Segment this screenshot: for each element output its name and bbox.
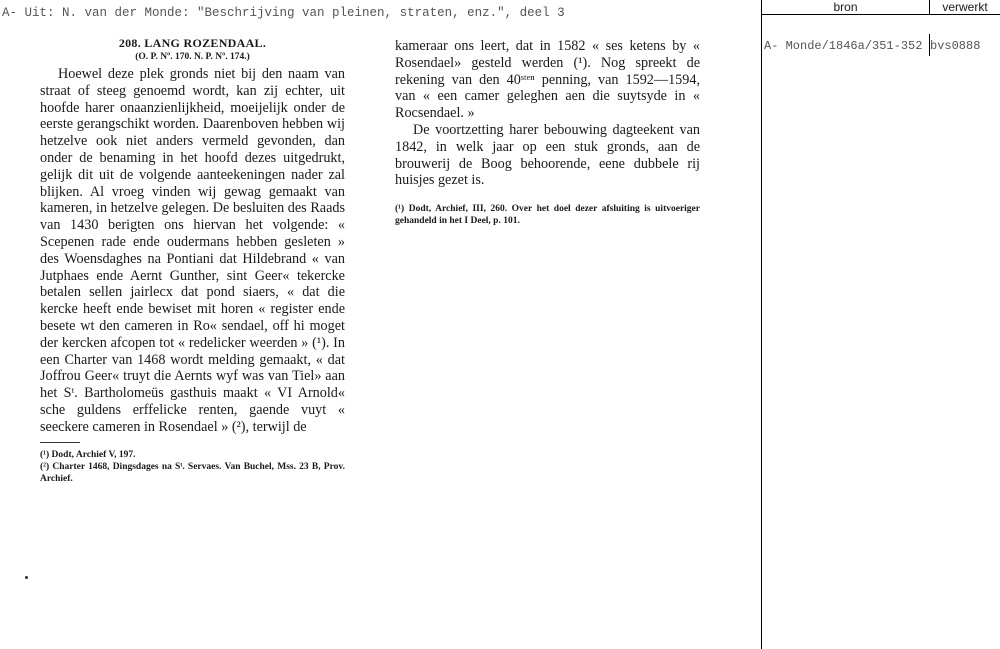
sidebar-header xyxy=(762,0,1000,15)
bron-value: A- Monde/1846a/351-352 xyxy=(764,39,923,53)
footnotes-left xyxy=(40,442,345,485)
source-header: A- Uit: N. van der Monde: "Beschrijving van pleinen, straten, enz.", deel 3 xyxy=(2,6,565,20)
article-body-left: Hoewel deze plek gronds niet bij den naam van straat of steeg genoemd wordt, kan zij echter, uit hoofde harer onaanzienlijkheid, moeijelijk onder de eerste gerangschikt worden. Daarenboven hebben wij hetzelve ook niet anders vermeld gevonden, dan onder de benaming in het hoofd dezes uitgedrukt, gelijk dit uit de volgende aanteekeningen nader zal blijken. Al vroeg vinden wij gewag gemaakt van kameren, in hetzelve gelegen. De besluiten des Raads van 1430 berigten ons hiervan het volgende: « Scepenen rade ende oudermans hebben gesleten » des Woensdaghes na Pontiani dat Hildebrand « van Jutphaes ende Aernt Gunther, sint Geer« tekercke betalen sellen jairlecx dat pond siaers, « dat die kercke heeft ende bewiset mit horen « register ende besete wt den cameren in Ro« sendael, off hi moget der kercken afcopen tot « redelicker weerden » (¹). In een Charter van 1468 wordt melding gemaakt, « dat Joffrou Geer« truyt die Aernts wyf was van Tiel» aan het Sᵗ. Bartholomeüs gasthuis maakt « VI Arnold« sche guldens erffelicke renten, gaende vuyt « seeckere cameren in Rosendael » (²), terwijl de xyxy=(40,66,345,435)
article-body-right-1: kameraar ons leert, dat in 1582 « ses ketens by « Rosendael» gesteld werden (¹). Nog spreekt de rekening van den 40ˢᵗᵉⁿ penning, van 1592—1594, van « een camer geleghen aen die suytsyde in « Rocsendael. » xyxy=(395,38,700,122)
footnote-right-1: (¹) Dodt, Archief, III, 260. Over het doel dezer afsluiting is uitvoeriger gehandeld in het I Deel, p. 101. xyxy=(395,204,700,227)
scan-speck xyxy=(25,576,28,579)
metadata-sidebar xyxy=(761,0,1000,649)
article-column-left xyxy=(40,36,345,485)
footnote-2: (²) Charter 1468, Dingsdages na Sᵗ. Servaes. Van Buchel, Mss. 23 B, Prov. Archief. xyxy=(40,461,345,484)
article-column-right xyxy=(395,38,700,227)
article-title: 208. LANG ROZENDAAL. xyxy=(118,36,267,50)
verwerkt-value: bvs0888 xyxy=(930,39,981,53)
article-body-right-2: De voortzetting harer bebouwing dagteekent van 1842, in welk jaar op een stuk gronds, aan de brouwerij de Boog behoorende, eene dubbele rij huisjes gezet is. xyxy=(395,121,700,189)
article-subtitle: (O. P. Nº. 170. N. P. Nº. 174.) xyxy=(135,52,250,62)
footnote-1: (¹) Dodt, Archief V, 197. xyxy=(40,449,136,460)
footnotes-right xyxy=(395,203,700,227)
column-header-verwerkt: verwerkt xyxy=(942,0,988,14)
column-header-bron: bron xyxy=(833,0,858,14)
